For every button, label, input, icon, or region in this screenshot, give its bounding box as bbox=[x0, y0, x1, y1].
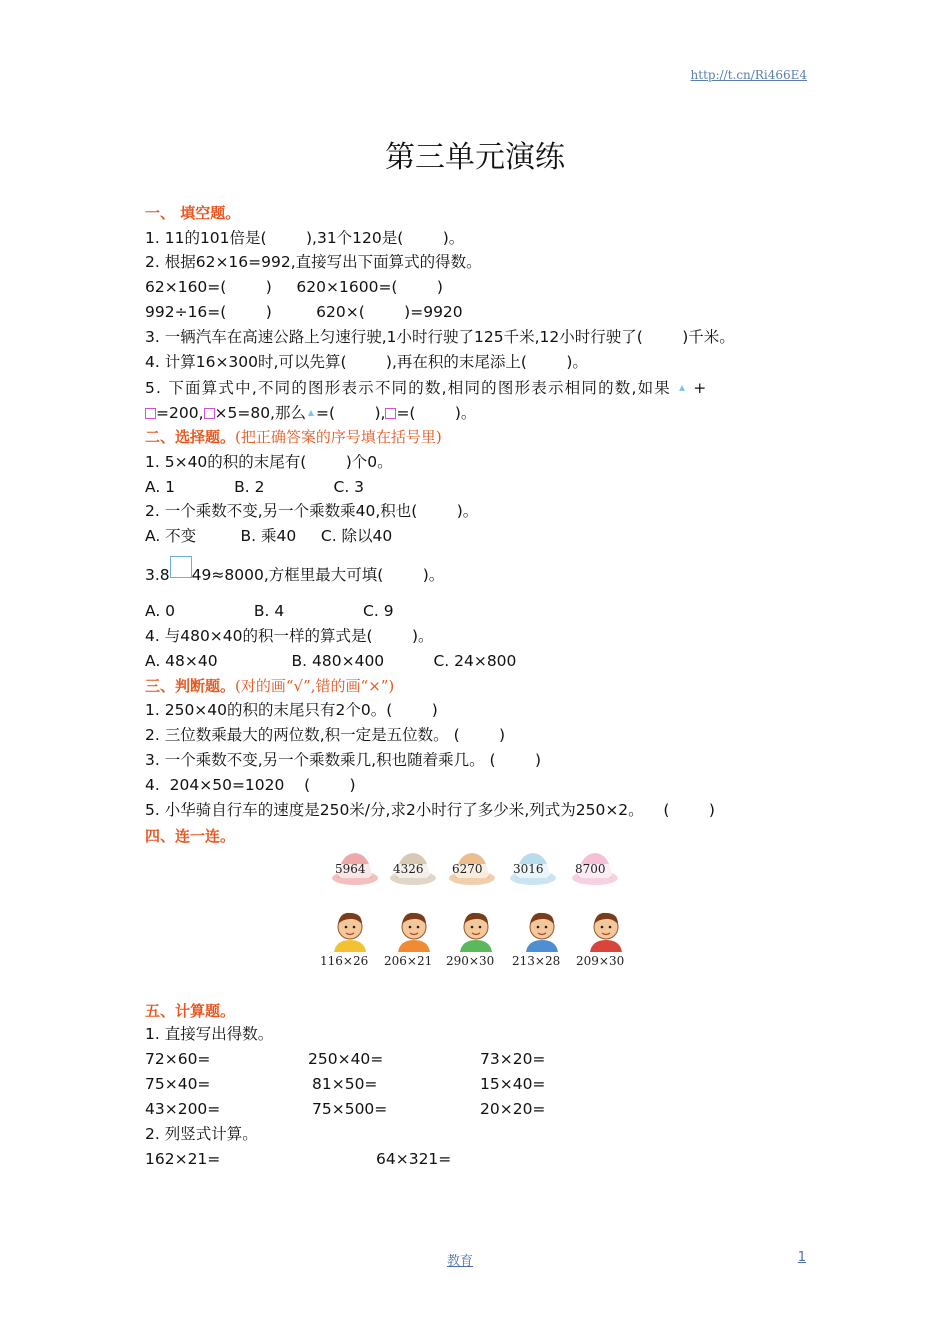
calc-sub-1: 1. 直接写出得数。 bbox=[145, 1025, 274, 1043]
section-heading-match: 四、连一连。 bbox=[145, 827, 236, 845]
section-heading-calc: 五、计算题。 bbox=[145, 1002, 236, 1020]
hat-number: 5964 bbox=[335, 862, 366, 876]
child-expression: 116×26 bbox=[320, 954, 369, 968]
question-1-2a: 62×160=( ) 620×1600=( ) bbox=[145, 278, 443, 296]
child-icon bbox=[584, 910, 628, 952]
calc-item: 15×40= bbox=[480, 1075, 546, 1093]
calc-item: 162×21= bbox=[145, 1150, 221, 1168]
calc-item: 64×321= bbox=[376, 1150, 452, 1168]
calc-item: 75×40= bbox=[145, 1075, 211, 1093]
child-icon bbox=[520, 910, 564, 952]
section-heading-choice bbox=[145, 427, 442, 447]
options-2-4: A. 48×40 B. 480×400 C. 24×800 bbox=[145, 652, 517, 670]
q5-part3: =( ), bbox=[316, 404, 386, 422]
page-number: 1 bbox=[797, 1250, 806, 1265]
q3-post: 49≈8000,方框里最大可填( )。 bbox=[191, 566, 445, 584]
q5-text: 5. 下面算式中,不同的图形表示不同的数,相同的图形表示相同的数,如果 bbox=[145, 379, 671, 397]
question-3-5: 5. 小华骑自行车的速度是250米/分,求2小时行了多少米,列式为250×2。 ( ) bbox=[145, 801, 715, 819]
child-icon bbox=[328, 910, 372, 952]
header-link[interactable]: http://t.cn/Ri466E4 bbox=[690, 68, 807, 82]
section-title: 二、选择题。 bbox=[145, 428, 236, 446]
child-icon bbox=[454, 910, 498, 952]
calc-item: 250×40= bbox=[308, 1050, 384, 1068]
question-2-3 bbox=[145, 556, 444, 585]
q5-part4: =( )。 bbox=[396, 404, 477, 422]
calc-item: 20×20= bbox=[480, 1100, 546, 1118]
options-2-3: A. 0 B. 4 C. 9 bbox=[145, 602, 394, 620]
calc-sub-2: 2. 列竖式计算。 bbox=[145, 1125, 258, 1143]
question-2-4: 4. 与480×40的积一样的算式是( )。 bbox=[145, 627, 434, 645]
question-2-2: 2. 一个乘数不变,另一个乘数乘40,积也( )。 bbox=[145, 502, 479, 520]
child-icon bbox=[392, 910, 436, 952]
question-3-4: 4. 204×50=1020 ( ) bbox=[145, 776, 356, 794]
child-expression: 209×30 bbox=[576, 954, 625, 968]
square-icon bbox=[145, 408, 156, 419]
calc-item: 81×50= bbox=[312, 1075, 378, 1093]
child-expression: 206×21 bbox=[384, 954, 433, 968]
hat-number: 3016 bbox=[513, 862, 544, 876]
section-title: 三、判断题。 bbox=[145, 677, 236, 695]
section-note: (把正确答案的序号填在括号里) bbox=[235, 428, 442, 446]
answer-box-icon bbox=[170, 556, 192, 578]
calc-item: 72×60= bbox=[145, 1050, 211, 1068]
q5-part2: ×5=80,那么 bbox=[214, 404, 306, 422]
hat-number: 4326 bbox=[393, 862, 424, 876]
section-heading-judge bbox=[145, 676, 394, 696]
options-2-1: A. 1 B. 2 C. 3 bbox=[145, 478, 365, 496]
child-expression: 213×28 bbox=[512, 954, 561, 968]
square-icon bbox=[204, 408, 215, 419]
calc-item: 43×200= bbox=[145, 1100, 221, 1118]
square-icon bbox=[385, 408, 396, 419]
section-note: (对的画“√”,错的画“×”) bbox=[235, 677, 395, 695]
hat-number: 6270 bbox=[452, 862, 483, 876]
question-1-5-line1 bbox=[145, 378, 707, 398]
question-1-2b: 992÷16=( ) 620×( )=9920 bbox=[145, 303, 463, 321]
calc-item: 75×500= bbox=[312, 1100, 388, 1118]
question-1-3: 3. 一辆汽车在高速公路上匀速行驶,1小时行驶了125千米,12小时行驶了( )千米。 bbox=[145, 328, 735, 346]
question-1-1: 1. 11的101倍是( ),31个120是( )。 bbox=[145, 229, 465, 247]
q3-pre: 3.8 bbox=[145, 566, 170, 584]
triangle-icon bbox=[308, 410, 314, 416]
question-2-1: 1. 5×40的积的末尾有( )个0。 bbox=[145, 453, 393, 471]
section-heading-fill-in: 一、 填空题。 bbox=[145, 204, 241, 222]
page-title: 第三单元演练 bbox=[385, 140, 565, 175]
question-1-2: 2. 根据62×16=992,直接写出下面算式的得数。 bbox=[145, 253, 482, 271]
hat-number: 8700 bbox=[575, 862, 606, 876]
question-3-1: 1. 250×40的积的末尾只有2个0。( ) bbox=[145, 701, 438, 719]
q5-plus: + bbox=[693, 379, 708, 397]
question-3-2: 2. 三位数乘最大的两位数,积一定是五位数。 ( ) bbox=[145, 726, 506, 744]
question-1-4: 4. 计算16×300时,可以先算( ),再在积的末尾添上( )。 bbox=[145, 353, 588, 371]
footer-link[interactable]: 教育 bbox=[447, 1254, 474, 1269]
calc-item: 73×20= bbox=[480, 1050, 546, 1068]
q5-part1: =200, bbox=[156, 404, 204, 422]
question-1-5-line2 bbox=[145, 403, 476, 423]
options-2-2: A. 不变 B. 乘40 C. 除以40 bbox=[145, 527, 393, 545]
question-3-3: 3. 一个乘数不变,另一个乘数乘几,积也随着乘几。 ( ) bbox=[145, 751, 542, 769]
child-expression: 290×30 bbox=[446, 954, 495, 968]
triangle-icon bbox=[679, 385, 685, 391]
